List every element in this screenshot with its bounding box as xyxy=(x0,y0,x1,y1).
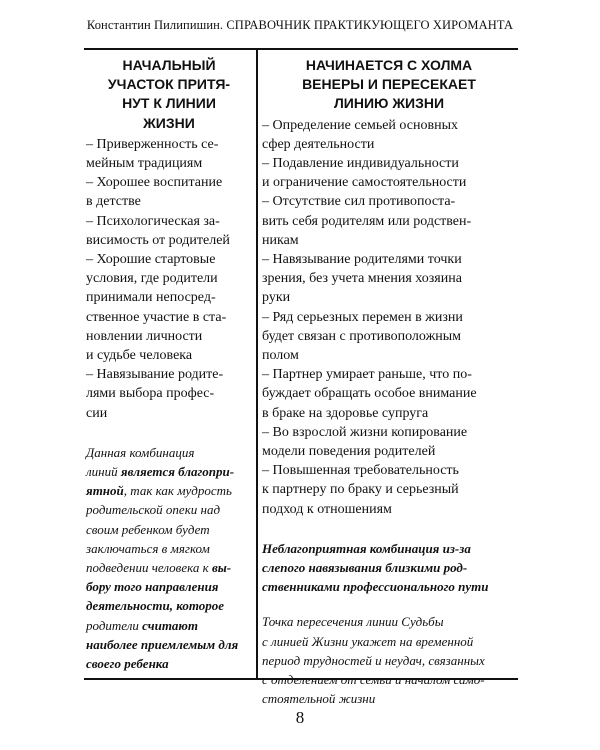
right-item-line: – Подавление индивидуальности xyxy=(262,156,459,172)
left-item-line: сии xyxy=(86,405,108,421)
left-item-line: – Хорошее воспитание xyxy=(86,175,223,191)
note-text: , так как мудрость xyxy=(123,483,232,499)
left-note-line xyxy=(86,539,252,558)
left-note-line xyxy=(86,481,252,500)
right-item-line: подход к отношениям xyxy=(262,501,392,517)
right-note-line: период трудностей и неудач, связанных xyxy=(262,652,485,668)
right-item-line: и ограничение самостоятельности xyxy=(262,175,467,191)
left-heading-line: НАЧАЛЬНЫЙ xyxy=(122,57,216,73)
note-text: Данная комбинация xyxy=(86,444,195,460)
left-item-line: – Приверженность се- xyxy=(86,136,219,152)
right-item-line: – Определение семьей основных xyxy=(262,117,458,133)
note-bold-text: вы- xyxy=(211,560,232,576)
left-note-line xyxy=(86,558,252,577)
note-text: родители xyxy=(86,617,143,633)
right-note-line: с отделением от семьи и началом само- xyxy=(262,672,485,688)
right-item-line: вить себя родителям или родствен- xyxy=(262,213,472,229)
spacer xyxy=(262,519,516,539)
left-note-line xyxy=(86,577,252,596)
note-text: своим ребенком будет xyxy=(86,521,210,537)
note-bold-text: деятельности, которое xyxy=(86,598,225,614)
left-item-line: и судьбе человека xyxy=(86,348,193,364)
right-heading-line: ВЕНЕРЫ И ПЕРЕСЕКАЕТ xyxy=(302,76,476,93)
left-note xyxy=(86,443,252,673)
left-heading-line: НУТ К ЛИНИИ xyxy=(122,95,216,112)
left-note-line xyxy=(86,462,252,481)
left-item-line: висимость от родителей xyxy=(86,232,230,248)
left-note-line xyxy=(86,635,252,654)
note-text: заключаться в мягком xyxy=(86,540,210,556)
right-note-line: стоятельной жизни xyxy=(262,691,376,707)
right-item-line: зрения, без учета мнения хозяина xyxy=(262,271,462,287)
note-bold-text: считают xyxy=(142,617,199,633)
right-item-line: буждает обращать особое внимание xyxy=(262,386,477,402)
right-item-line: сфер деятельности xyxy=(262,136,375,152)
note-text: подведении человека к xyxy=(86,560,212,576)
spacer xyxy=(86,423,252,443)
left-note-line xyxy=(86,596,252,615)
note-bold-text: своего ребенка xyxy=(86,656,169,672)
left-note-line xyxy=(86,500,252,519)
right-item-line: – Партнер умирает раньше, что по- xyxy=(262,367,472,383)
left-item-line: условия, где родители xyxy=(86,271,218,287)
right-note-bold xyxy=(262,539,516,597)
right-item-line: полом xyxy=(262,348,299,364)
right-note-italic xyxy=(262,612,516,708)
left-item-line: – Психологическая за- xyxy=(86,213,220,229)
right-heading-line: НАЧИНАЕТСЯ С ХОЛМА xyxy=(305,57,473,73)
left-column xyxy=(86,56,252,673)
right-item-line: модели поведения родителей xyxy=(262,444,436,460)
right-item-line: – Навязывание родителями точки xyxy=(262,252,462,268)
right-item-line: никам xyxy=(262,232,299,248)
note-bold-text: ятной xyxy=(86,483,124,499)
right-bold-note-line: ственниками профессионального пути xyxy=(262,579,489,595)
right-item-line: в браке на здоровье супруга xyxy=(262,405,429,421)
note-bold-text: наиболее приемлемым для xyxy=(86,636,239,652)
right-item-line: будет связан с противоположным xyxy=(262,328,462,344)
right-item-line: – Во взрослой жизни копирование xyxy=(262,424,468,440)
left-item-line: принимали непосред- xyxy=(86,290,216,306)
page-number: 8 xyxy=(295,708,305,727)
right-column-heading xyxy=(262,56,516,114)
left-item-line: лями выбора профес- xyxy=(86,386,215,402)
right-note-line: Точка пересечения линии Судьбы xyxy=(262,614,444,630)
right-bold-note-line: слепого навязывания близкими род- xyxy=(262,560,468,576)
right-bold-note-line: Неблагоприятная комбинация из-за xyxy=(262,540,471,556)
note-bold-text: является благопри- xyxy=(120,464,235,480)
right-column xyxy=(262,56,516,709)
right-item-line: руки xyxy=(262,290,291,306)
left-item-line: – Хорошие стартовые xyxy=(86,252,216,268)
column-divider xyxy=(256,50,258,678)
right-heading-line: ЛИНИЮ ЖИЗНИ xyxy=(333,95,445,112)
right-note-line: с линией Жизни укажет на временной xyxy=(262,633,474,649)
right-item-line: к партнеру по браку и серьезный xyxy=(262,482,459,498)
running-header: Константин Пилипишин. СПРАВОЧНИК ПРАКТИКУЮЩЕГО ХИРОМАНТА xyxy=(86,18,514,32)
note-text: родительской опеки над xyxy=(86,502,221,518)
comparison-table xyxy=(84,48,518,707)
left-note-line xyxy=(86,616,252,635)
left-column-heading xyxy=(86,56,252,133)
left-note-line xyxy=(86,443,252,462)
left-note-line xyxy=(86,654,252,673)
left-item-line: новлении личности xyxy=(86,328,203,344)
left-item-line: мейным традициям xyxy=(86,156,203,172)
left-item-line: в детстве xyxy=(86,194,141,210)
right-item-line: – Отсутствие сил противопоста- xyxy=(262,194,456,210)
note-bold-text: бору того направления xyxy=(86,579,219,595)
left-note-line xyxy=(86,520,252,539)
spacer xyxy=(262,596,516,612)
left-item-line: – Навязывание родите- xyxy=(86,367,224,383)
right-item-line: – Ряд серьезных перемен в жизни xyxy=(262,309,463,325)
note-text: линий xyxy=(86,464,121,480)
left-heading-line: УЧАСТОК ПРИТЯ- xyxy=(107,76,231,93)
left-item-line: ственное участие в ста- xyxy=(86,309,227,325)
left-heading-line: ЖИЗНИ xyxy=(143,114,195,131)
right-item-line: – Повышенная требовательность xyxy=(262,463,459,479)
